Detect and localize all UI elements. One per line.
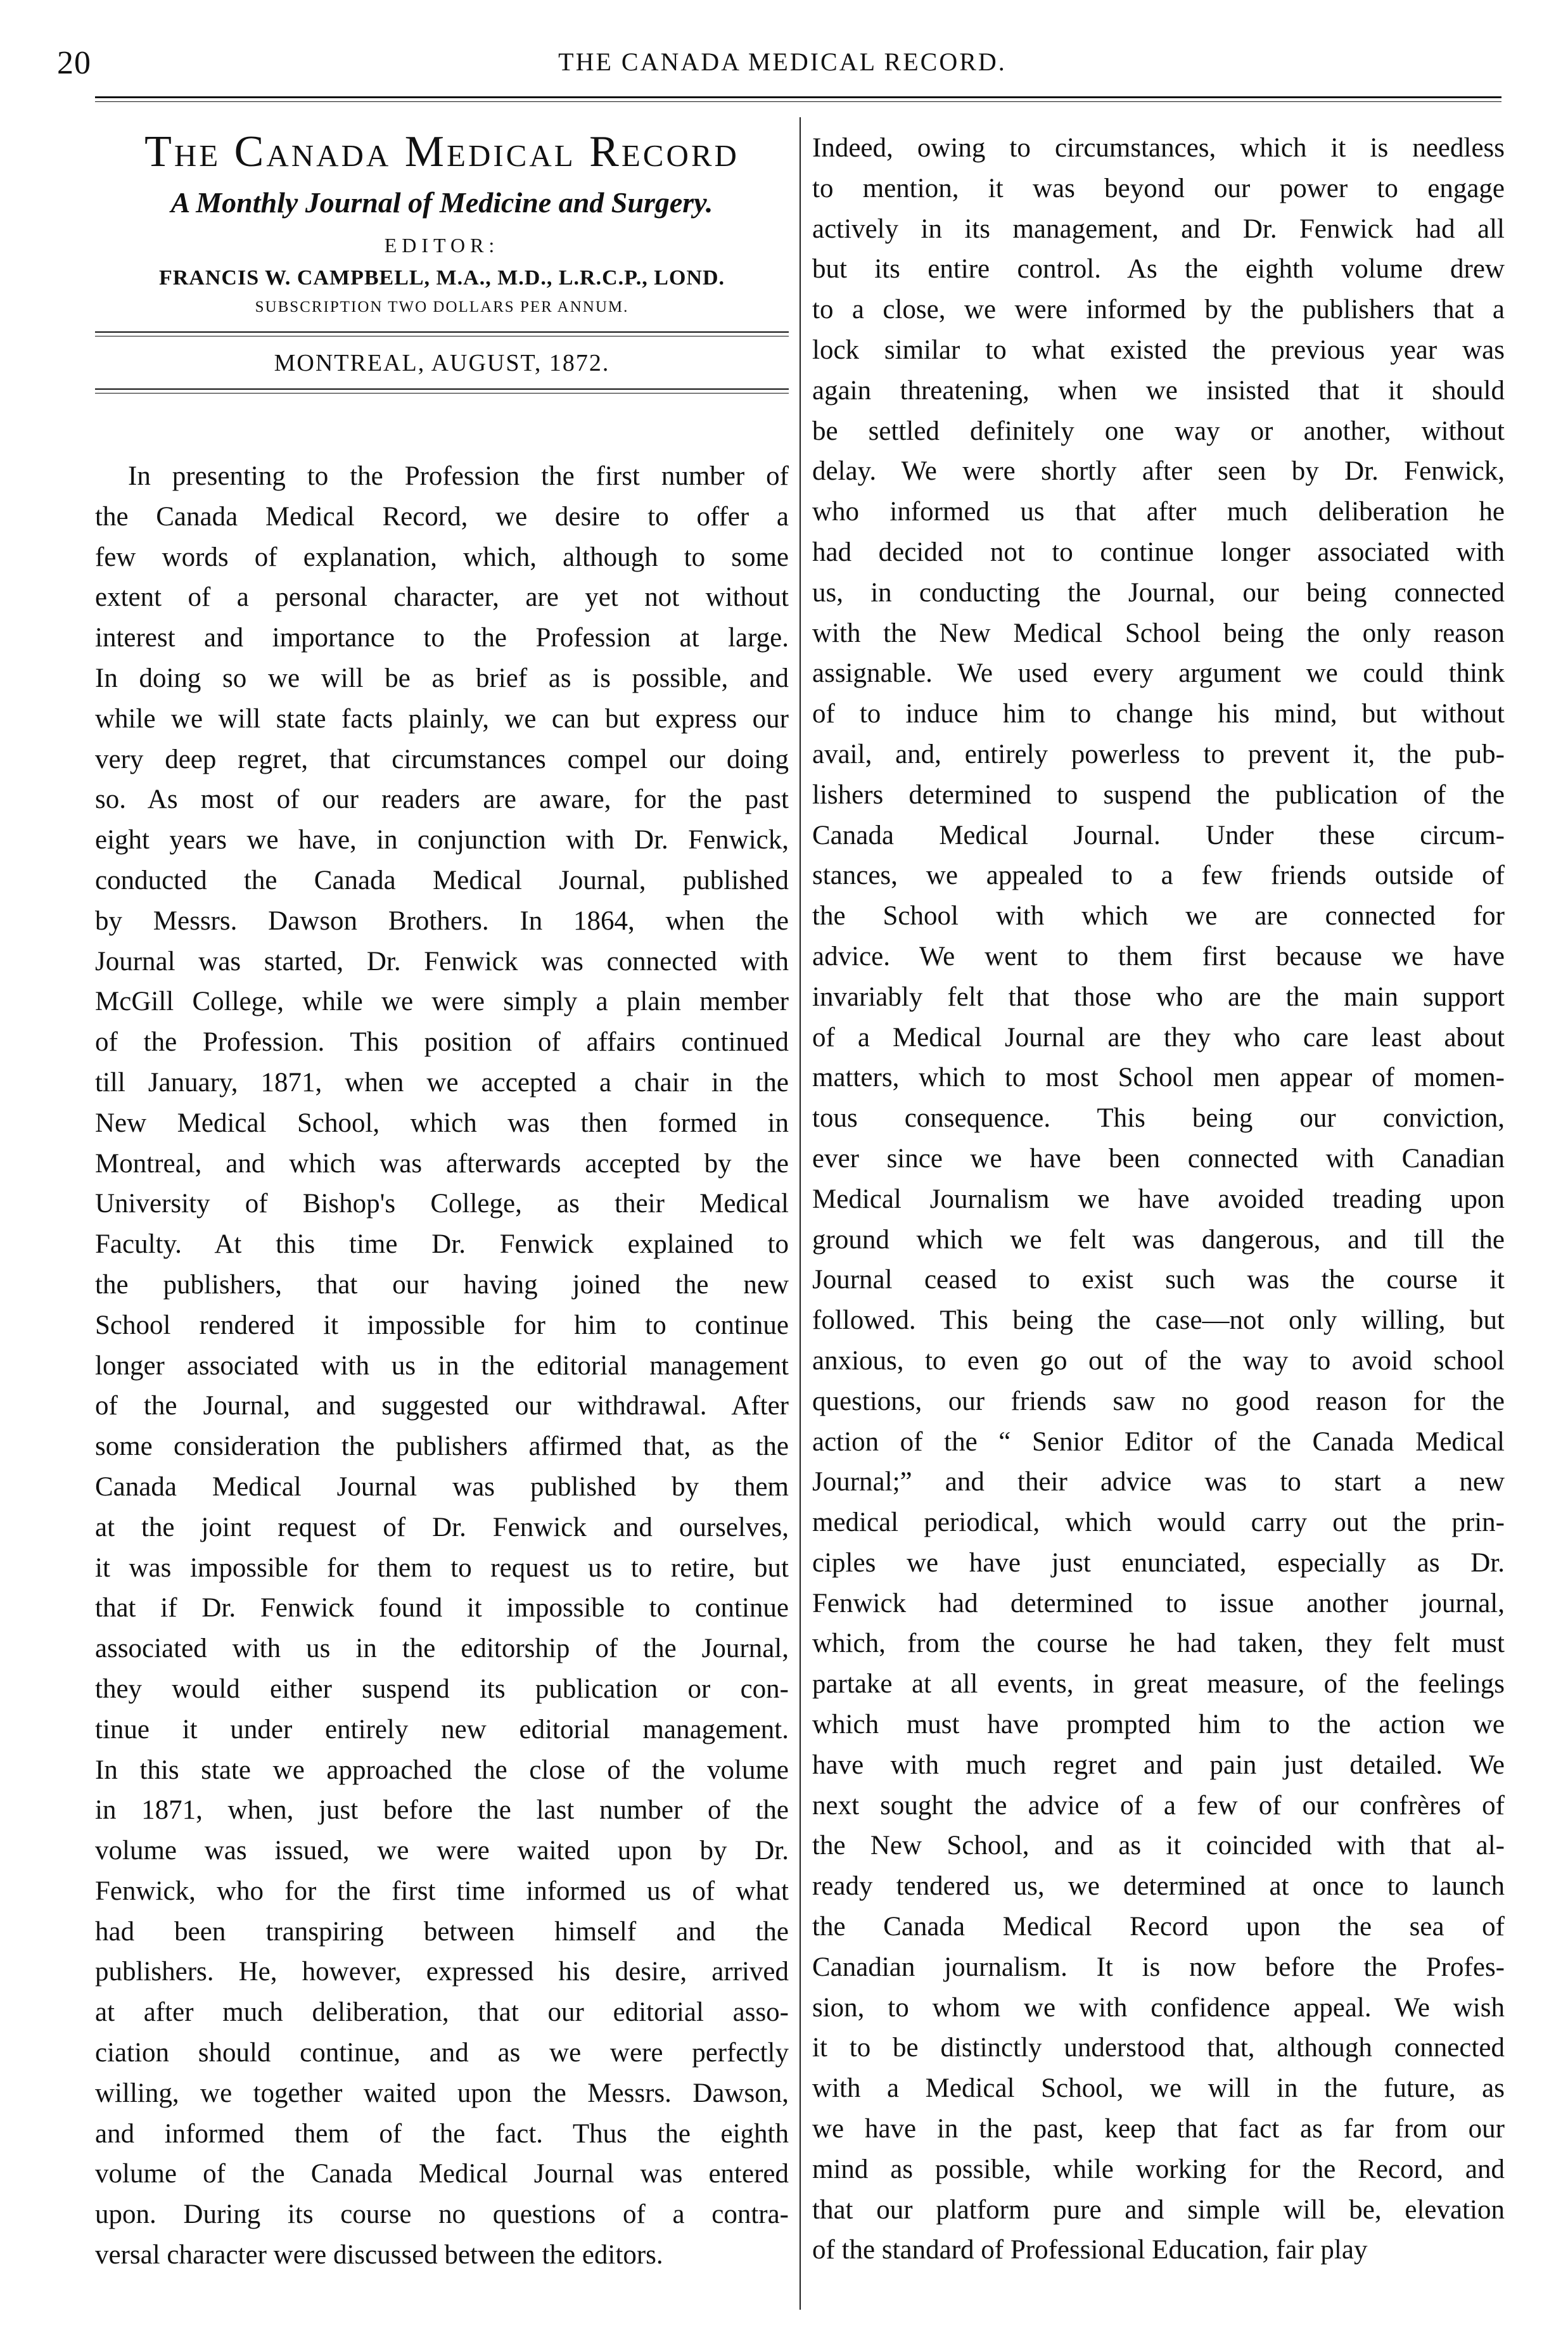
text-line: while we will state facts plainly, we can but express our [95, 703, 789, 734]
text-line: associated with us in the editorship of the Journal, [95, 1634, 789, 1664]
journal-subtitle: A Monthly Journal of Medicine and Surgery. [170, 186, 713, 219]
text-line: tous consequence. This being our conviction, [812, 1103, 1505, 1134]
text-line: next sought the advice of a few of our confrères of [812, 1790, 1505, 1821]
text-line: conducted the Canada Medical Journal, published [95, 865, 789, 895]
text-line: we have in the past, keep that fact as far from our [812, 2114, 1505, 2144]
text-line: ciation should continue, and as we were perfectly [95, 2038, 789, 2068]
header-rule-thin [95, 101, 1501, 102]
text-line: matters, which to most School men appear of momen- [812, 1063, 1505, 1093]
text-line: Montreal, and which was afterwards accepted by the [95, 1148, 789, 1179]
text-line: Fenwick, who for the first time informed us of what [95, 1876, 789, 1906]
text-line: invariably felt that those who are the main support [812, 982, 1505, 1012]
text-line: very deep regret, that circumstances compel our doing [95, 744, 789, 774]
text-line: us, in conducting the Journal, our being connected [812, 577, 1505, 608]
text-line: had been transpiring between himself and the [95, 1916, 789, 1947]
text-line: willing, we together waited upon the Messrs. Dawson, [95, 2078, 789, 2108]
text-line: Indeed, owing to circumstances, which it is needless [812, 133, 1505, 163]
running-header [57, 39, 1508, 90]
text-line: with a Medical School, we will in the future, as [812, 2073, 1505, 2104]
column-separator [800, 117, 801, 2310]
text-line: mind as possible, while working for the Record, and [812, 2154, 1505, 2184]
text-line: advice. We went to them first because we have [812, 941, 1505, 971]
text-line: at after much deliberation, that our editorial asso- [95, 1997, 789, 2028]
text-line: University of Bishop's College, as their Medical [95, 1189, 789, 1219]
text-line: they would either suspend its publication or con- [95, 1674, 789, 1704]
text-line: that our platform pure and simple will be, elevation [812, 2194, 1505, 2225]
text-line: have with much regret and pain just detailed. We [812, 1750, 1505, 1780]
text-line: avail, and, entirely powerless to prevent it, the pub- [812, 739, 1505, 769]
page-number: 20 [57, 45, 91, 81]
text-line: lishers determined to suspend the publication of the [812, 779, 1505, 810]
text-line: that if Dr. Fenwick found it impossible to continue [95, 1593, 789, 1623]
text-line: In doing so we will be as brief as is possible, and [95, 663, 789, 693]
text-line: McGill College, while we were simply a plain member [95, 987, 789, 1017]
text-line: of the standard of Professional Education, fair play [812, 2235, 1368, 2265]
text-line: till January, 1871, when we accepted a chair in the [95, 1067, 789, 1098]
text-line: had decided not to continue longer associated with [812, 537, 1505, 567]
text-line: and informed them of the fact. Thus the eighth [95, 2118, 789, 2149]
text-line: some consideration the publishers affirmed that, as the [95, 1431, 789, 1462]
text-line: but its entire control. As the eighth volume drew [812, 254, 1505, 285]
text-line: questions, our friends saw no good reason for the [812, 1386, 1505, 1416]
text-line: who informed us that after much deliberation he [812, 497, 1505, 527]
dateline-rule [95, 388, 789, 390]
text-line: at the joint request of Dr. Fenwick and ourselves, [95, 1512, 789, 1542]
text-line: Canada Medical Journal was published by them [95, 1471, 789, 1502]
text-line: longer associated with us in the editorial management [95, 1350, 789, 1381]
text-line: by Messrs. Dawson Brothers. In 1864, when the [95, 906, 789, 936]
text-line: Journal was started, Dr. Fenwick was connected with [95, 946, 789, 976]
running-title: THE CANADA MEDICAL RECORD. [558, 48, 1007, 76]
text-line: Journal ceased to exist such was the course it [812, 1265, 1505, 1295]
text-line: so. As most of our readers are aware, for the past [95, 784, 789, 815]
masthead-rule [95, 331, 789, 333]
text-line: of the Journal, and suggested our withdrawal. After [95, 1391, 789, 1421]
text-line: of a Medical Journal are they who care least about [812, 1022, 1505, 1053]
text-line: to mention, it was beyond our power to engage [812, 173, 1505, 203]
text-line: which, from the course he had taken, they felt must [812, 1629, 1505, 1659]
text-line: Medical Journalism we have avoided treading upon [812, 1184, 1505, 1214]
text-line: eight years we have, in conjunction with Dr. Fenwick, [95, 825, 789, 855]
text-line: ground which we felt was dangerous, and till the [812, 1224, 1505, 1255]
dateline: MONTREAL, AUGUST, 1872. [274, 350, 610, 376]
text-line: of to induce him to change his mind, but without [812, 699, 1505, 729]
text-line: medical periodical, which would carry out the prin- [812, 1507, 1505, 1538]
text-line: it was impossible for them to request us to retire, but [95, 1552, 789, 1583]
text-line: followed. This being the case—not only willing, but [812, 1305, 1505, 1336]
text-line: New Medical School, which was then formed in [95, 1108, 789, 1138]
text-line: in 1871, when, just before the last number of the [95, 1795, 789, 1826]
text-line: volume was issued, we were waited upon by Dr. [95, 1836, 789, 1866]
text-line: the School with which we are connected for [812, 901, 1505, 931]
text-line: ciples we have just enunciated, especially as Dr. [812, 1547, 1505, 1578]
text-line: stances, we appealed to a few friends outside of [812, 861, 1505, 891]
text-line: publishers. He, however, expressed his desire, arrived [95, 1957, 789, 1987]
right-column-text [812, 128, 1505, 2270]
header-rule [95, 96, 1501, 98]
journal-title: The Canada Medical Record [144, 127, 739, 176]
text-line: the New School, and as it coincided with that al- [812, 1831, 1505, 1861]
text-line: In presenting to the Profession the first number of [128, 461, 789, 491]
text-line: with the New Medical School being the only reason [812, 618, 1505, 648]
text-line: sion, to whom we with confidence appeal. We wish [812, 1992, 1505, 2023]
text-line: again threatening, when we insisted that it should [812, 375, 1505, 406]
text-line: the publishers, that our having joined the new [95, 1269, 789, 1300]
text-line: assignable. We used every argument we could think [812, 658, 1505, 689]
text-line: anxious, to even go out of the way to avoid school [812, 1345, 1505, 1376]
dateline-rule-thin [95, 393, 789, 394]
text-line: upon. During its course no questions of a contra- [95, 2199, 789, 2230]
text-line: actively in its management, and Dr. Fenwick had all [812, 214, 1505, 244]
text-line: tinue it under entirely new editorial management. [95, 1714, 789, 1744]
text-line: interest and importance to the Profession at large. [95, 623, 789, 653]
text-line: Faculty. At this time Dr. Fenwick explained to [95, 1229, 789, 1260]
text-line: Canada Medical Journal. Under these circum- [812, 820, 1505, 850]
text-line: to a close, we were informed by the publishers that a [812, 295, 1505, 325]
editor-heading: EDITOR: [384, 234, 500, 257]
text-line: In this state we approached the close of the volume [95, 1755, 789, 1785]
text-line: versal character were discussed between the editors. [95, 2240, 663, 2270]
text-line: lock similar to what existed the previous year was [812, 335, 1505, 365]
text-line: it to be distinctly understood that, although connected [812, 2033, 1505, 2063]
left-column-text [95, 456, 789, 2276]
text-line: partake at all events, in great measure, of the feelings [812, 1669, 1505, 1699]
text-line: extent of a personal character, are yet not without [95, 582, 789, 613]
text-line: action of the “ Senior Editor of the Canada Medical [812, 1426, 1505, 1457]
subscription-notice: SUBSCRIPTION TWO DOLLARS PER ANNUM. [255, 298, 629, 316]
text-line: Fenwick had determined to issue another journal, [812, 1588, 1505, 1618]
text-line: ready tendered us, we determined at once to launch [812, 1871, 1505, 1902]
text-line: Canadian journalism. It is now before the Profes- [812, 1952, 1505, 1982]
text-line: the Canada Medical Record upon the sea of [812, 1912, 1505, 1942]
text-line: be settled definitely one way or another, without [812, 416, 1505, 446]
text-line: School rendered it impossible for him to continue [95, 1310, 789, 1340]
editor-name: FRANCIS W. CAMPBELL, M.A., M.D., L.R.C.P., LOND. [158, 266, 725, 290]
text-line: the Canada Medical Record, we desire to offer a [95, 501, 789, 532]
text-line: ever since we have been connected with Canadian [812, 1143, 1505, 1174]
text-line: few words of explanation, which, although to some [95, 542, 789, 572]
masthead [95, 124, 789, 394]
text-line: of the Profession. This position of affairs continued [95, 1027, 789, 1058]
text-line: Journal;” and their advice was to start a new [812, 1467, 1505, 1497]
text-line: delay. We were shortly after seen by Dr. Fenwick, [812, 456, 1505, 487]
text-line: which must have prompted him to the action we [812, 1710, 1505, 1740]
text-line: volume of the Canada Medical Journal was entered [95, 2159, 789, 2189]
